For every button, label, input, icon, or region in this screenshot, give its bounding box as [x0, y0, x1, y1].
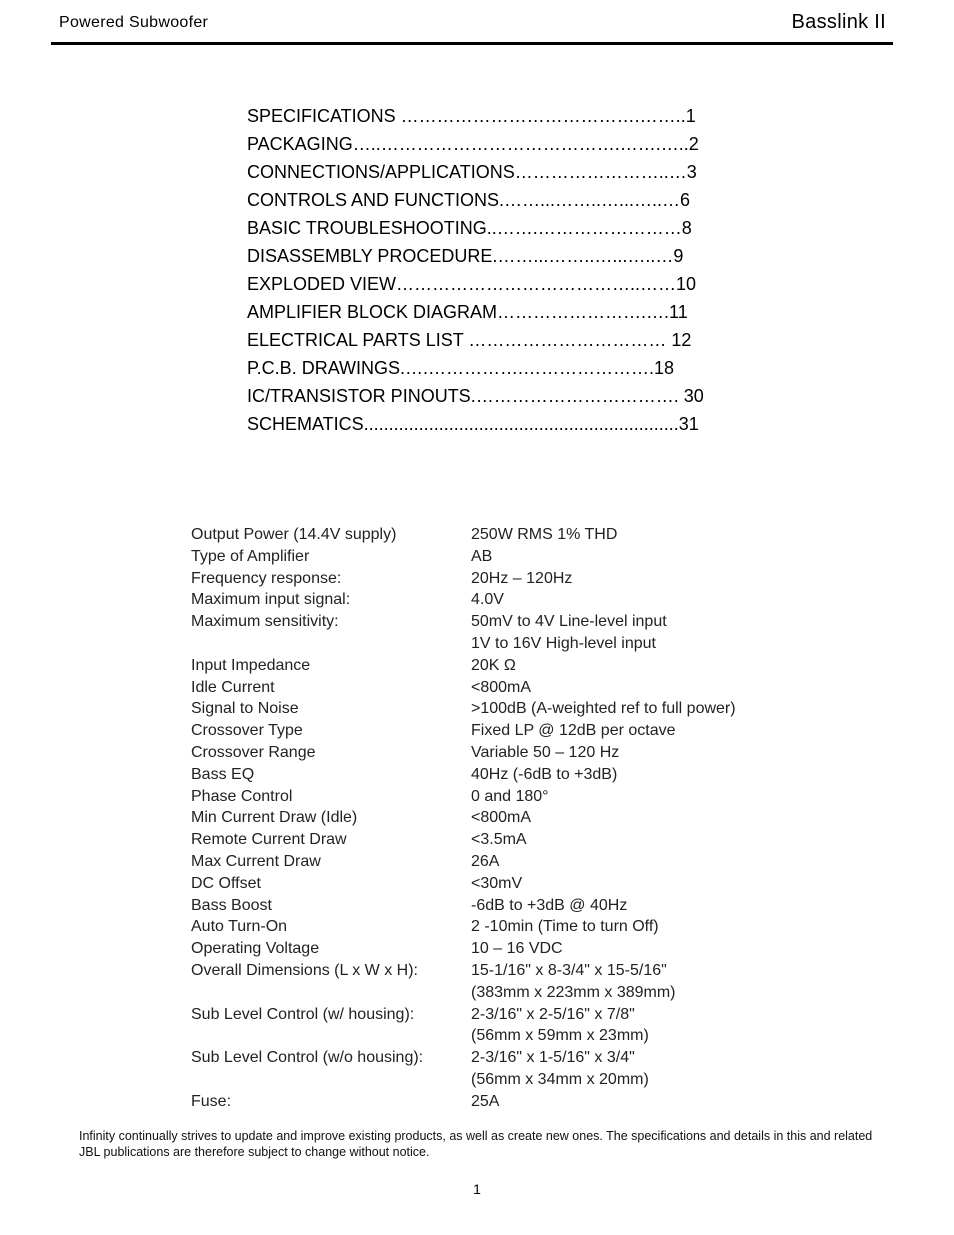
spec-label: Type of Amplifier: [191, 547, 310, 565]
spec-value: 2 -10min (Time to turn Off): [471, 918, 659, 936]
spec-values: [471, 786, 811, 808]
spec-row: [191, 568, 811, 590]
spec-row: [191, 720, 811, 742]
toc-entry: IC/TRANSISTOR PINOUTS.……………………………. 30: [247, 386, 704, 406]
spec-value: <800mA: [471, 678, 532, 696]
spec-values: [471, 677, 811, 699]
spec-values: [471, 1091, 811, 1113]
spec-value: 250W RMS 1% THD: [471, 526, 618, 543]
specifications-table: [191, 524, 811, 1113]
spec-row: [191, 786, 811, 808]
spec-value: 20Hz – 120Hz: [471, 569, 573, 587]
spec-row: [191, 698, 811, 720]
spec-value: 26A: [471, 852, 500, 870]
spec-values: [471, 698, 811, 720]
spec-row: [191, 916, 811, 938]
spec-value: 50mV to 4V Line-level input: [471, 613, 667, 631]
spec-values: [471, 655, 811, 677]
toc-entry: CONNECTIONS/APPLICATIONS……………………..…3: [247, 162, 697, 182]
spec-row: [191, 829, 811, 851]
spec-row: [191, 873, 811, 895]
spec-values: [471, 589, 811, 611]
spec-value: 2-3/16" x 1-5/16" x 3/4": [471, 1049, 635, 1067]
spec-values: [471, 895, 811, 917]
spec-label: Signal to Noise: [191, 700, 299, 718]
spec-row: [191, 677, 811, 699]
spec-label: Maximum sensitivity:: [191, 613, 339, 631]
spec-values: [471, 764, 811, 786]
toc-entry: BASIC TROUBLESHOOTING..…….……………………8: [247, 218, 692, 238]
toc-entry: SPECIFICATIONS ………………………………….……..1: [247, 106, 696, 126]
spec-values: [471, 546, 811, 568]
spec-row: [191, 611, 811, 655]
spec-value: Variable 50 – 120 Hz: [471, 743, 620, 761]
spec-label: Bass EQ: [191, 765, 255, 783]
spec-label: Sub Level Control (w/ housing):: [191, 1005, 415, 1023]
spec-row: [191, 1091, 811, 1113]
spec-value: (56mm x 34mm x 20mm): [471, 1070, 649, 1088]
spec-label: Phase Control: [191, 787, 293, 805]
table-of-contents: [247, 104, 727, 440]
spec-row: [191, 895, 811, 917]
spec-label: Crossover Type: [191, 722, 303, 740]
change-notice: Infinity continually strives to update and improve existing products, as well as create new ones. The specifications and details in this and related JBL publications are therefore subject to change without notice.: [79, 1129, 873, 1159]
toc-entry: P.C.B. DRAWINGS.….…………….………………….18: [247, 358, 675, 378]
toc-entry: CONTROLS AND FUNCTIONS.……...……..…...…..…6: [247, 190, 691, 210]
spec-label: Output Power (14.4V supply): [191, 526, 397, 543]
spec-label: Crossover Range: [191, 743, 316, 761]
spec-label: Min Current Draw (Idle): [191, 809, 358, 827]
spec-value: 40Hz (-6dB to +3dB): [471, 765, 618, 783]
spec-values: [471, 916, 811, 938]
spec-row: [191, 938, 811, 960]
toc-entry: EXPLODED VIEW…………………………………..……10: [247, 274, 697, 294]
toc-entry: DISASSEMBLY PROCEDURE.……...……..…...…..…9: [247, 246, 684, 266]
spec-label: Bass Boost: [191, 896, 272, 914]
toc-entry: PACKAGING…..………………………………….…….…..2: [247, 134, 699, 154]
spec-row: [191, 960, 811, 1004]
spec-value: 25A: [471, 1092, 500, 1110]
spec-values: [471, 611, 811, 655]
spec-label: Overall Dimensions (L x W x H):: [191, 961, 418, 979]
spec-value: <30mV: [471, 874, 523, 892]
spec-label: Frequency response:: [191, 569, 342, 587]
spec-label: Max Current Draw: [191, 852, 321, 870]
spec-row: [191, 589, 811, 611]
toc-entry: ELECTRICAL PARTS LIST …………………………… 12: [247, 330, 692, 350]
spec-value: <3.5mA: [471, 831, 527, 849]
spec-value: 0 and 180°: [471, 787, 549, 805]
spec-values: [471, 568, 811, 590]
spec-values: [471, 851, 811, 873]
spec-label: Maximum input signal:: [191, 591, 351, 609]
spec-value: 1V to 16V High-level input: [471, 634, 656, 652]
spec-row: [191, 764, 811, 786]
toc-entry: SCHEMATICS...............................................................31: [247, 414, 699, 434]
spec-values: [471, 829, 811, 851]
spec-label: Auto Turn-On: [191, 918, 288, 936]
spec-value: 4.0V: [471, 591, 504, 609]
spec-value: (56mm x 59mm x 23mm): [471, 1027, 649, 1045]
spec-values: [471, 938, 811, 960]
spec-value: Fixed LP @ 12dB per octave: [471, 722, 676, 740]
header-product-type: Powered Subwoofer: [59, 14, 209, 31]
spec-value: >100dB (A-weighted ref to full power): [471, 700, 736, 718]
spec-values: [471, 873, 811, 895]
spec-label: Fuse:: [191, 1092, 232, 1110]
spec-value: 15-1/16" x 8-3/4" x 15-5/16": [471, 961, 667, 979]
spec-value: (383mm x 223mm x 389mm): [471, 983, 676, 1001]
spec-row: [191, 1047, 811, 1091]
spec-row: [191, 546, 811, 568]
spec-row: [191, 524, 811, 546]
spec-values: [471, 960, 811, 1004]
spec-row: [191, 851, 811, 873]
spec-values: [471, 742, 811, 764]
spec-value: AB: [471, 547, 493, 565]
spec-value: -6dB to +3dB @ 40Hz: [471, 896, 628, 914]
spec-label: Idle Current: [191, 678, 275, 696]
spec-values: [471, 720, 811, 742]
spec-values: [471, 1047, 811, 1091]
spec-row: [191, 742, 811, 764]
header-model-name: Basslink II: [791, 11, 886, 33]
page-number: 1: [473, 1181, 481, 1197]
spec-label: Operating Voltage: [191, 940, 320, 958]
spec-row: [191, 655, 811, 677]
spec-value: <800mA: [471, 809, 532, 827]
spec-row: [191, 807, 811, 829]
spec-value: 20K Ω: [471, 656, 516, 674]
spec-label: DC Offset: [191, 874, 261, 892]
spec-value: 10 – 16 VDC: [471, 940, 563, 958]
spec-label: Sub Level Control (w/o housing):: [191, 1049, 424, 1067]
spec-value: 2-3/16" x 2-5/16" x 7/8": [471, 1005, 635, 1023]
header-divider: [51, 42, 893, 45]
spec-values: [471, 807, 811, 829]
spec-row: [191, 1004, 811, 1048]
toc-entry: AMPLIFIER BLOCK DIAGRAM…………………….….11: [247, 302, 688, 322]
spec-label: Input Impedance: [191, 656, 311, 674]
spec-label: Remote Current Draw: [191, 831, 347, 849]
spec-values: [471, 524, 811, 546]
spec-values: [471, 1004, 811, 1048]
